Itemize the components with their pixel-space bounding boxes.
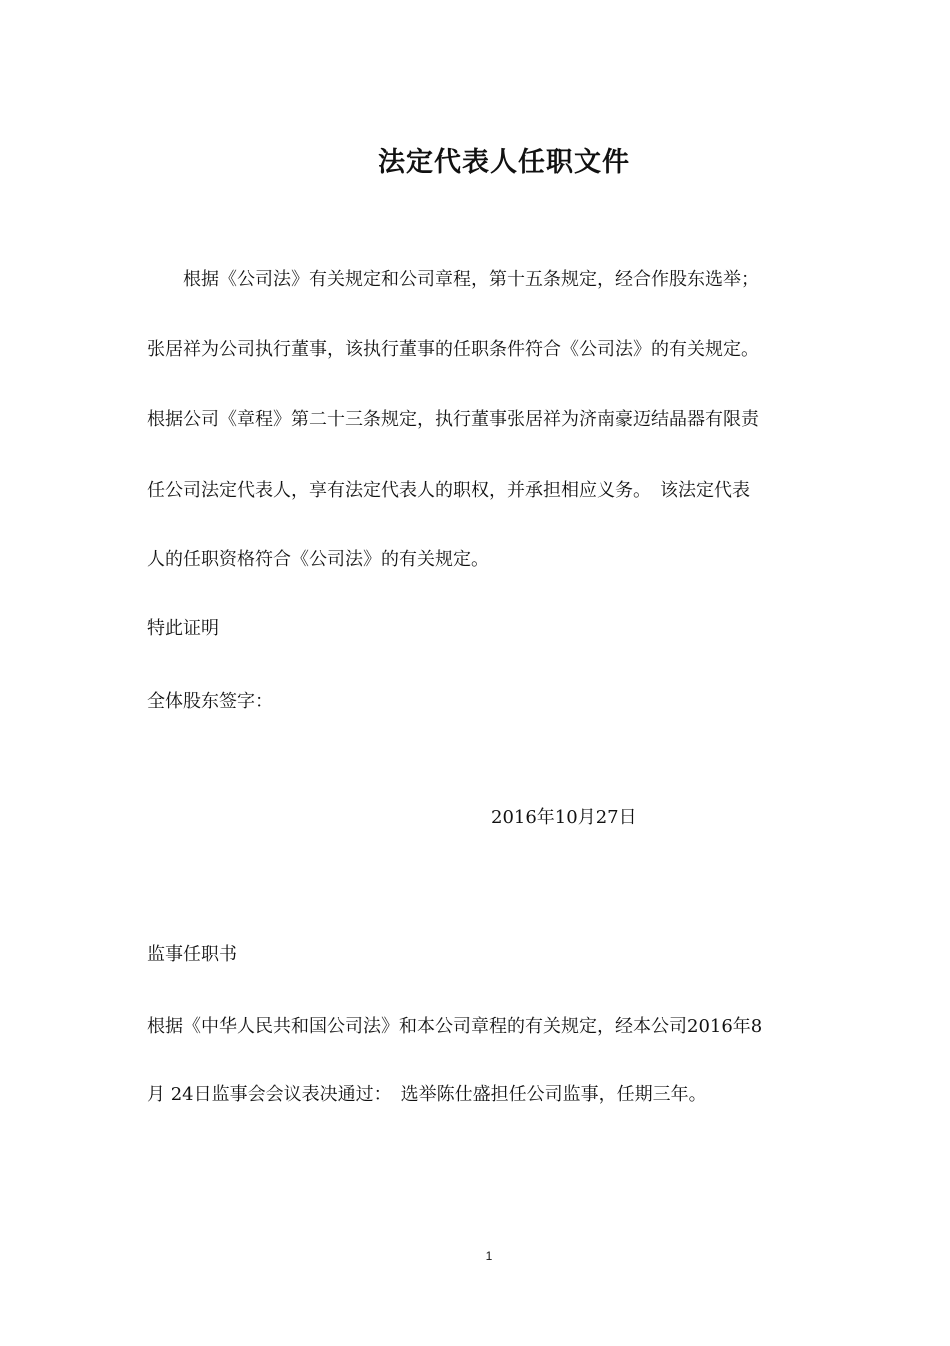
certify-text: 特此证明: [147, 618, 219, 639]
signature-label: 全体股东签字：: [147, 691, 273, 712]
paragraph-line: 张居祥为公司执行董事，该执行董事的任职条件符合《公司法》的有关规定。: [147, 339, 759, 360]
paragraph-line: 根据公司《章程》第二十三条规定，执行董事张居祥为济南豪迈结晶器有限责: [147, 409, 759, 430]
paragraph-line: 人的任职资格符合《公司法》的有关规定。: [147, 549, 489, 570]
section-title: 监事任职书: [147, 944, 237, 965]
page-number: 1: [485, 1249, 493, 1263]
paragraph-line: 任公司法定代表人，享有法定代表人的职权，并承担相应义务。 该法定代表: [147, 480, 750, 501]
signing-date: 2016年10月27日: [491, 807, 637, 828]
paragraph-line: 月 24日监事会会议表决通过： 选举陈仕盛担任公司监事，任期三年。: [147, 1084, 707, 1105]
document-title: 法定代表人任职文件: [378, 147, 630, 178]
paragraph-line: 根据《中华人民共和国公司法》和本公司章程的有关规定，经本公司2016年8: [147, 1016, 763, 1037]
paragraph-line: 根据《公司法》有关规定和公司章程，第十五条规定，经合作股东选举；: [183, 269, 759, 290]
